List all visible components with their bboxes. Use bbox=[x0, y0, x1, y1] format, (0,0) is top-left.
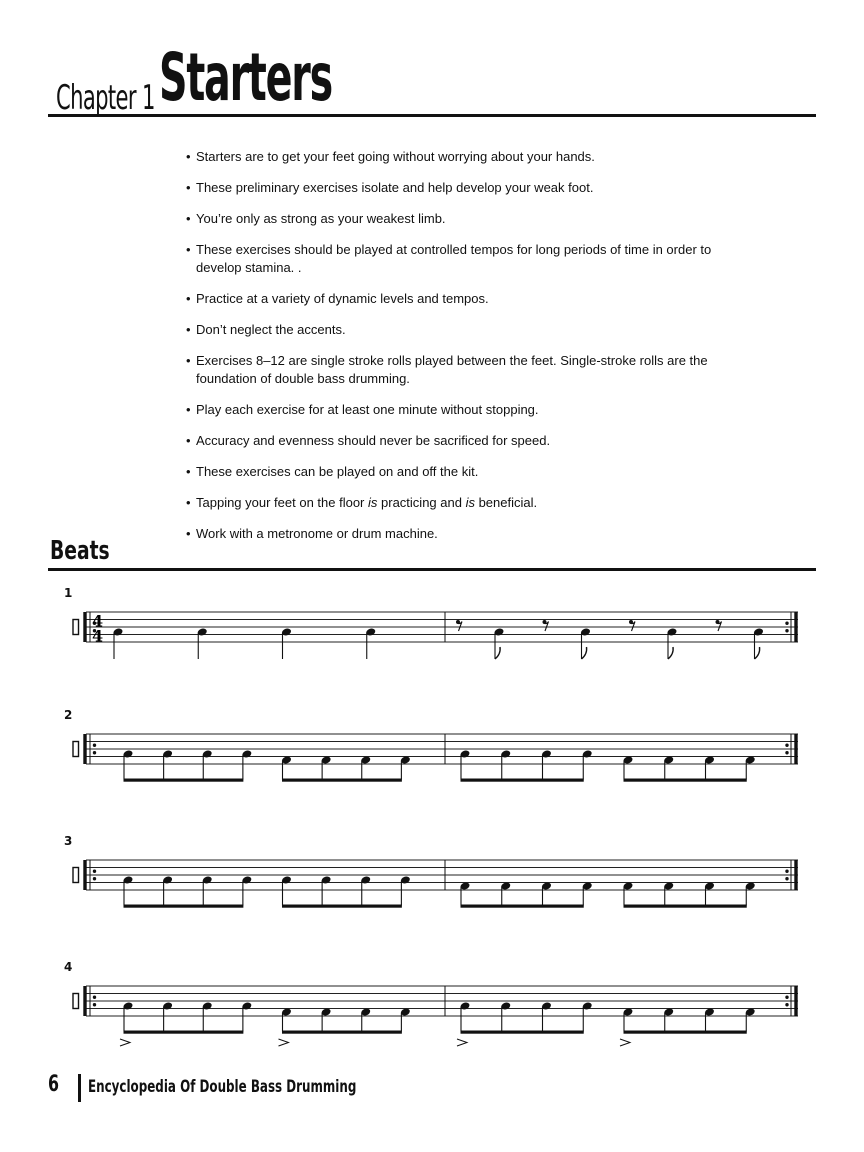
repeat-dot bbox=[785, 744, 788, 747]
note-beam bbox=[282, 779, 402, 782]
repeat-dot bbox=[93, 877, 96, 880]
exercise-number: 1 bbox=[64, 586, 73, 600]
note-flag bbox=[582, 647, 587, 659]
tip-text: practicing and bbox=[377, 495, 466, 510]
exercise-number: 3 bbox=[64, 834, 73, 848]
tip-text: These exercises should be played at controlled tempos for long periods of time in order to develop stamina. . bbox=[196, 242, 712, 275]
page-number: 6 bbox=[48, 1072, 60, 1097]
tip-item bbox=[186, 494, 746, 512]
note-beam bbox=[282, 1031, 402, 1034]
exercise-staff bbox=[60, 720, 806, 800]
emphasis-text: is bbox=[368, 495, 378, 510]
tip-item bbox=[186, 432, 746, 450]
repeat-dot bbox=[785, 622, 788, 625]
accent-mark bbox=[457, 1039, 467, 1046]
chapter-title: Starters bbox=[159, 39, 332, 116]
note-flag bbox=[755, 647, 760, 659]
tip-item bbox=[186, 401, 746, 419]
percussion-clef bbox=[73, 620, 79, 635]
tip-text: Don’t neglect the accents. bbox=[196, 322, 346, 337]
repeat-dot bbox=[93, 1003, 96, 1006]
exercise-number: 4 bbox=[64, 960, 73, 974]
time-signature-top: 4 bbox=[92, 611, 104, 631]
note-flag bbox=[495, 647, 500, 659]
tip-text: Work with a metronome or drum machine. bbox=[196, 526, 438, 541]
starter-tips-list bbox=[186, 148, 746, 556]
repeat-dot bbox=[785, 751, 788, 754]
note-beam bbox=[282, 905, 402, 908]
repeat-dot bbox=[93, 870, 96, 873]
accent-mark bbox=[620, 1039, 630, 1046]
section-header bbox=[48, 532, 816, 571]
tip-item bbox=[186, 210, 746, 228]
tip-item bbox=[186, 321, 746, 339]
section-title: Beats bbox=[50, 536, 110, 566]
chapter-header bbox=[48, 30, 816, 117]
note-flag bbox=[668, 647, 673, 659]
tip-text: Tapping your feet on the floor bbox=[196, 495, 369, 510]
repeat-dot bbox=[93, 744, 96, 747]
chapter-label: Chapter 1 bbox=[56, 78, 155, 118]
time-signature-bottom: 4 bbox=[92, 626, 104, 646]
tip-text: beneficial. bbox=[474, 495, 538, 510]
note-beam bbox=[624, 779, 747, 782]
note-beam bbox=[124, 905, 244, 908]
emphasis-text: is bbox=[465, 495, 475, 510]
note-beam bbox=[461, 1031, 584, 1034]
note-beam bbox=[624, 905, 747, 908]
percussion-clef bbox=[73, 994, 79, 1009]
tip-item bbox=[186, 463, 746, 481]
exercise-staff bbox=[60, 972, 806, 1052]
repeat-dot bbox=[785, 870, 788, 873]
accent-mark bbox=[120, 1039, 130, 1046]
tip-text: These preliminary exercises isolate and help develop your weak foot. bbox=[196, 180, 594, 195]
tip-item bbox=[186, 290, 746, 308]
note-beam bbox=[624, 1031, 747, 1034]
note-beam bbox=[124, 1031, 244, 1034]
tip-text: Exercises 8–12 are single stroke rolls played between the feet. Single-stroke rolls are the foundation of double bass drumming. bbox=[196, 353, 708, 386]
tip-text: Accuracy and evenness should never be sacrificed for speed. bbox=[196, 433, 551, 448]
note-beam bbox=[461, 779, 584, 782]
tip-item bbox=[186, 148, 746, 166]
percussion-clef bbox=[73, 742, 79, 757]
repeat-dot bbox=[785, 1003, 788, 1006]
exercise-staff bbox=[60, 846, 806, 926]
repeat-dot bbox=[785, 877, 788, 880]
percussion-clef bbox=[73, 868, 79, 883]
note-beam bbox=[461, 905, 584, 908]
exercise-staff bbox=[60, 598, 806, 678]
tip-text: Play each exercise for at least one minute without stopping. bbox=[196, 402, 539, 417]
tip-item bbox=[186, 179, 746, 197]
tip-item bbox=[186, 241, 746, 277]
repeat-dot bbox=[785, 996, 788, 999]
tip-text: Starters are to get your feet going without worrying about your hands. bbox=[196, 149, 595, 164]
note-beam bbox=[124, 779, 244, 782]
repeat-dot bbox=[785, 629, 788, 632]
repeat-dot bbox=[93, 751, 96, 754]
accent-mark bbox=[279, 1039, 289, 1046]
tip-item bbox=[186, 352, 746, 388]
tip-text: Practice at a variety of dynamic levels and tempos. bbox=[196, 291, 489, 306]
tip-text: You’re only as strong as your weakest limb. bbox=[196, 211, 446, 226]
tip-text: These exercises can be played on and off the kit. bbox=[196, 464, 479, 479]
exercise-number: 2 bbox=[64, 708, 73, 722]
footer-divider bbox=[78, 1074, 81, 1102]
book-title: Encyclopedia Of Double Bass Drumming bbox=[88, 1077, 357, 1097]
repeat-dot bbox=[93, 996, 96, 999]
